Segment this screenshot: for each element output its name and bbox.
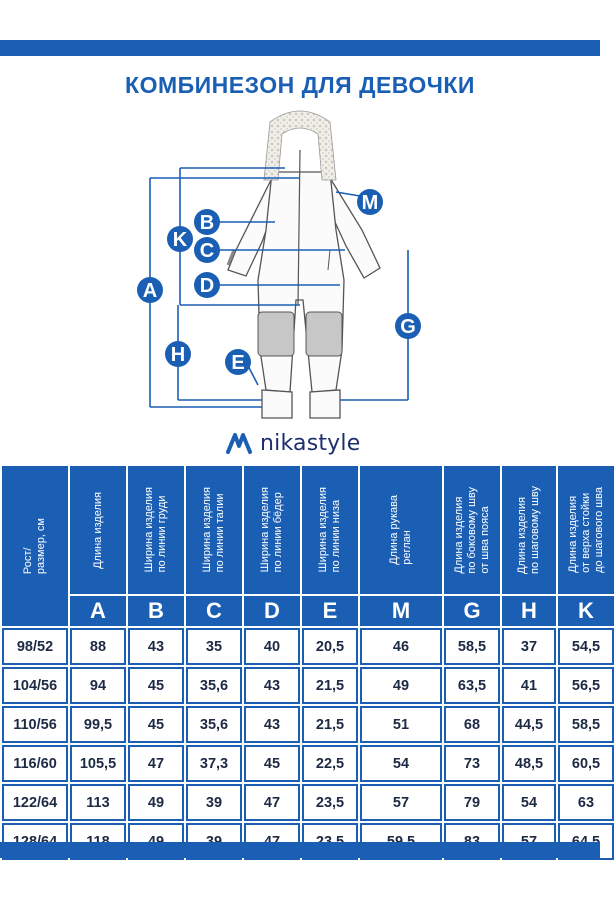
value-cell: 21,5 (302, 706, 358, 743)
col-letter-D: D (244, 596, 300, 626)
label-C (194, 237, 220, 263)
value-cell: 41 (502, 667, 556, 704)
value-cell: 37 (502, 628, 556, 665)
header-desc-row (2, 466, 614, 594)
col-desc-D: Ширина изделия по линии бёдер (244, 466, 300, 594)
value-cell: 46 (360, 628, 442, 665)
col-letter-E: E (302, 596, 358, 626)
value-cell: 35,6 (186, 706, 242, 743)
col-desc-G: Длина изделия по боковому шву от шва пояса (444, 466, 500, 594)
svg-text:M: M (361, 192, 379, 214)
value-cell: 54 (502, 784, 556, 821)
value-cell: 47 (244, 784, 300, 821)
svg-text:A: A (142, 280, 158, 302)
value-cell: 40 (244, 628, 300, 665)
label-M (357, 189, 383, 215)
value-cell: 79 (444, 784, 500, 821)
label-D (194, 272, 220, 298)
value-cell: 56,5 (558, 667, 614, 704)
table-row (2, 745, 614, 782)
label-A (137, 277, 163, 303)
value-cell: 68 (444, 706, 500, 743)
knee-patch-right (306, 312, 342, 356)
value-cell: 47 (128, 745, 184, 782)
label-K (167, 226, 193, 252)
value-cell: 45 (128, 706, 184, 743)
value-cell: 58,5 (444, 628, 500, 665)
value-cell: 63,5 (444, 667, 500, 704)
value-cell: 63 (558, 784, 614, 821)
value-cell: 94 (70, 667, 126, 704)
header-letter-row (2, 596, 614, 626)
col-letter-H: H (502, 596, 556, 626)
value-cell: 22,5 (302, 745, 358, 782)
col-desc-C: Ширина изделия по линии талии (186, 466, 242, 594)
table-row (2, 628, 614, 665)
label-E (225, 349, 251, 375)
value-cell: 60,5 (558, 745, 614, 782)
label-G (395, 313, 421, 339)
value-cell: 48,5 (502, 745, 556, 782)
value-cell: 73 (444, 745, 500, 782)
brand-mark-icon (226, 430, 252, 456)
col-letter-B: B (128, 596, 184, 626)
svg-text:D: D (199, 275, 215, 297)
value-cell: 113 (70, 784, 126, 821)
value-cell: 88 (70, 628, 126, 665)
value-cell: 105,5 (70, 745, 126, 782)
col-letter-A: A (70, 596, 126, 626)
value-cell: 35 (186, 628, 242, 665)
svg-text:G: G (400, 316, 416, 338)
svg-text:B: B (199, 212, 215, 234)
value-cell: 44,5 (502, 706, 556, 743)
size-cell: 104/56 (2, 667, 68, 704)
value-cell: 21,5 (302, 667, 358, 704)
brand-name: nikastyle (260, 430, 361, 456)
value-cell: 43 (244, 706, 300, 743)
size-table (0, 464, 616, 862)
svg-text:E: E (231, 352, 245, 374)
col-desc-H: Длина изделия по шаговому шву (502, 466, 556, 594)
knee-patch-left (258, 312, 294, 356)
value-cell: 20,5 (302, 628, 358, 665)
bottom-accent-bar (0, 842, 600, 858)
size-cell: 98/52 (2, 628, 68, 665)
size-header-text: Рост/ размер, см (22, 517, 47, 575)
table-row (2, 706, 614, 743)
size-header-cell (2, 466, 68, 626)
table-row (2, 784, 614, 821)
value-cell: 49 (360, 667, 442, 704)
value-cell: 54,5 (558, 628, 614, 665)
value-cell: 54 (360, 745, 442, 782)
col-letter-M: M (360, 596, 442, 626)
value-cell: 43 (244, 667, 300, 704)
table-row (2, 667, 614, 704)
brand-logo (226, 425, 360, 461)
col-desc-B: Ширина изделия по линии груди (128, 466, 184, 594)
value-cell: 23,5 (302, 784, 358, 821)
value-cell: 35,6 (186, 667, 242, 704)
col-letter-C: C (186, 596, 242, 626)
col-letter-G: G (444, 596, 500, 626)
top-accent-bar (0, 40, 600, 56)
value-cell: 37,3 (186, 745, 242, 782)
page-title: КОМБИНЕЗОН ДЛЯ ДЕВОЧКИ (125, 72, 475, 98)
garment-diagram (0, 100, 600, 465)
value-cell: 45 (244, 745, 300, 782)
value-cell: 58,5 (558, 706, 614, 743)
overall-outline (228, 119, 380, 418)
size-cell: 122/64 (2, 784, 68, 821)
col-desc-A: Длина изделия (70, 466, 126, 594)
value-cell: 45 (128, 667, 184, 704)
col-desc-M: Длина рукава реглан (360, 466, 442, 594)
value-cell: 39 (186, 784, 242, 821)
value-cell: 51 (360, 706, 442, 743)
value-cell: 57 (360, 784, 442, 821)
label-B (194, 209, 220, 235)
value-cell: 43 (128, 628, 184, 665)
svg-text:H: H (170, 344, 186, 366)
svg-text:C: C (199, 240, 215, 262)
value-cell: 49 (128, 784, 184, 821)
size-cell: 116/60 (2, 745, 68, 782)
label-H (165, 341, 191, 367)
col-letter-K: K (558, 596, 614, 626)
size-cell: 110/56 (2, 706, 68, 743)
col-desc-K: Длина изделия от верха стойки до шагового шва (558, 466, 614, 594)
svg-text:K: K (172, 229, 188, 251)
value-cell: 99,5 (70, 706, 126, 743)
col-desc-E: Ширина изделия по линии низа (302, 466, 358, 594)
